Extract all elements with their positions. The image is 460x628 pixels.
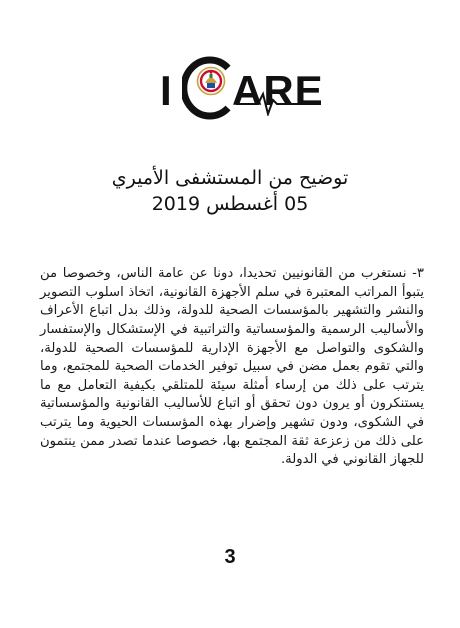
page-number: 3 <box>224 546 236 568</box>
heartbeat-pulse-icon <box>236 88 306 116</box>
body-paragraph: ٣- نستغرب من القانونيين تحديدا، دونا عن عامة الناس، وخصوصا من يتبوأ المراتب المعتبرة في سلم الأجهزة القانونية، اتخاذ اسلوب التصوير والنشر والتشهير بالمؤسسات الصحية للدولة، وذلك بدل اتباع الأعراف والأساليب الرسمية والمؤسساتية والتراتبية في الإستشكال والإستفسار والشكوى والتواصل مع الأجهزة الإدارية للمؤسسات الصحية للدولة، والتي تقوم بعمل مضن في سبيل توفير الخدمات الصحية للمجتمع، وما يترتب على ذلك من إرساء أمثلة سيئة للمتلقي بكيفية التعامل مع ما يستنكرون أو يرون دون تحقق أو اتباع للأساليب القانونية والمؤسساتية في الشكوى، ودون تشهير وإضرار بهذه المؤسسات الحيوية وما يترتب على ذلك من زعزعة ثقة المجتمع بها، خصوصا عندما تصدر ممن ينتمون للجهاز القانوني في الدولة. <box>40 266 424 468</box>
document-date: 05 أغسطس 2019 <box>151 193 309 215</box>
icare-logo <box>0 52 460 122</box>
logo-letters-are: ARE <box>232 67 324 114</box>
document-title: توضيح من المستشفى الأميري <box>111 167 349 189</box>
emblem-seal-icon <box>196 66 226 96</box>
logo-letter-i: I <box>160 67 172 114</box>
